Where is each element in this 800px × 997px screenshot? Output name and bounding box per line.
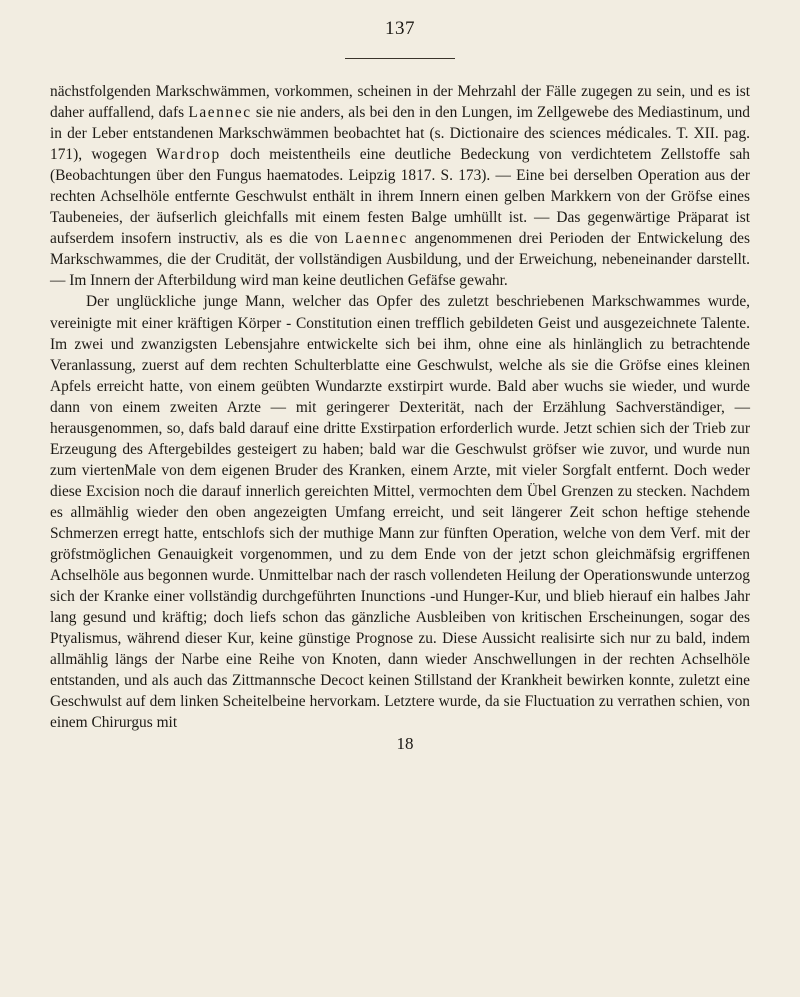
text-segment: Der unglückliche junge Mann, welcher das Opfer des zuletzt beschriebenen Markschwammes wurde, vereinigte mit einer kräftigen Körper - Constitution einen trefflich gebildeten Geist und ausgezeichnete Talente. Im zwei und zwanzigsten Lebensjahre entwickelte sich bei ihm, ohne eine als hinlänglich zu betrachtende Veranlassung, zuerst auf dem rechten Schulterblatte eine Geschwulst, welche als sie die Gröfse eines kleinen Apfels erreicht hatte, von einem geübten Wundarzte exstirpirt wurde. Bald aber wuchs sie wieder, und wurde dann von einem zweiten Arzte — mit geringerer Dexterität, nach der Erzählung Sachverständiger, — herausgenommen, so, dafs bald darauf eine dritte Exstirpation erforderlich wurde. Jetzt schien sich der Trieb zur Erzeugung des Aftergebildes gesteigert zu haben; bald war die Geschwulst gröfser wie zuvor, und wurde nun zum viertenMale von dem eigenen Bruder des Kranken, einem Arzte, mit vieler Sorgfalt entfernt. Doch weder diese Excision noch die darauf innerlich gereichten Mittel, vermochten dem Übel Grenzen zu stecken. Nachdem es allmählig wieder den oben angezeigten Umfang erreicht, und seit längerer Zeit schon heftige stehende Schmerzen erregt hatte, entschlofs sich der muthige Mann zur fünften Operation, welche von dem Verf. mit der gröfstmöglichen Genauigkeit vorgenommen, und zu dem Ende von der jetzt schon gleichmäfsig ergriffenen Achselhöle aus begonnen wurde. Unmittelbar nach der rasch vollendeten Heilung der Operationswunde unterzog sich der Kranke einer vollständig durchgeführten Inunctions -und Hunger-Kur, und blieb hierauf ein halbes Jahr lang gesund und kräftig; doch liefs schon das gänzliche Ausbleiben von kritischen Erscheinungen, sogar des Ptyalismus, während dieser Kur, keine günstige Prognose zu. Diese Aussicht realisirte sich nur zu bald, indem allmählig längs der Narbe eine Reihe von Knoten, dann wieder Anschwellungen in der rechten Achselhöle entstanden, und als auch das Zittmannsche Decoct keinen Stillstand der Krankheit bewirken konnte, zuletzt eine Geschwulst auf dem linken Scheitelbeine hervorkam. Letztere wurde, da sie Fluctuation zu verrathen schien, von einem Chirurgus mit (50, 293, 750, 732)
header-rule (345, 58, 455, 59)
author-name: Laennec (344, 230, 408, 248)
text-segment: sie nie anders, als bei den in den Lungen, im Zellgewebe des Mediastinum, und in der Leber entstandenen Markschwämmen beobachtet hat (s. Dictionaire des sciences médicales. T. XII. pag. 171), wogegen (50, 104, 750, 164)
author-name: Wardrop (156, 146, 221, 164)
body-text (50, 81, 750, 733)
text-segment: angenommenen drei Perioden der Entwickelung des Markschwammes, die der Crudität, der vollständigen Ausbildung, und der Erweichung, nebeneinander darstellt. — Im Innern der Afterbildung wird man keine deutlichen Gefäfse gewahr. (50, 230, 750, 290)
text-segment: nächstfolgenden Markschwämmen, vorkommen, scheinen in der Mehrzahl der Fälle zugegen zu sein, und es ist daher auffallend, dafs (50, 83, 750, 122)
paragraph (50, 81, 750, 291)
signature-mark: 18 (396, 734, 414, 754)
author-name: Laennec (188, 104, 252, 122)
text-segment: doch meistentheils eine deutliche Bedeckung von verdichtetem Zellstoffe sah (Beobachtungen über den Fungus haematodes. Leipzig 1817. S. 173). — Eine bei derselben Operation aus der rechten Achselhöle entfernte Geschwulst enthält in ihrem Innern einen gelben Markkern von der Gröfse eines Taubeneies, der äufserlich gleichfalls mit einem festen Balge umhüllt ist. — Das gegenwärtige Präparat ist aufserdem insofern instructiv, als es die von (50, 146, 751, 248)
paragraph (50, 291, 750, 733)
page-number: 137 (385, 18, 415, 39)
